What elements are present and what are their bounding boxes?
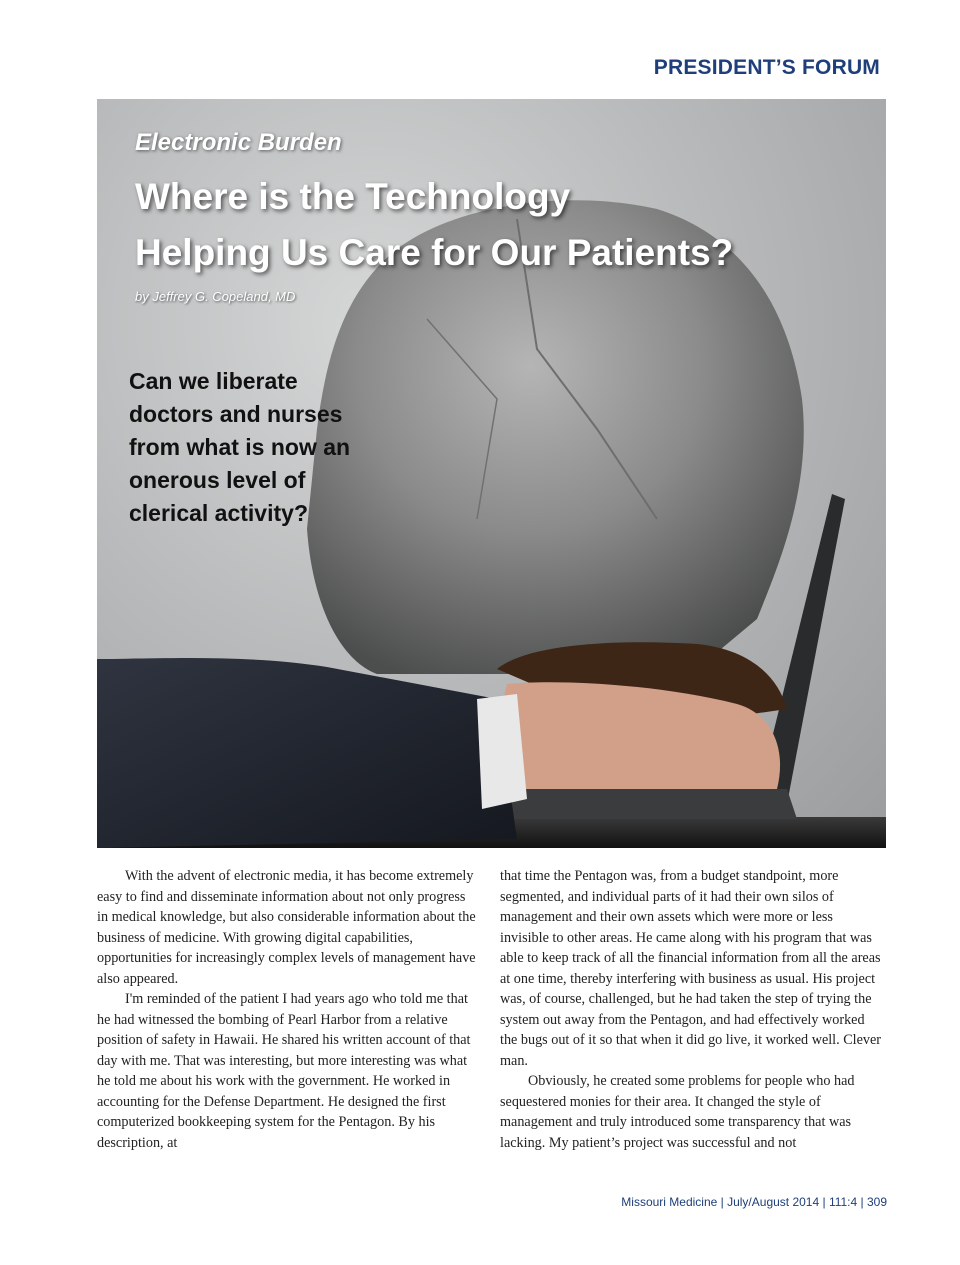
hero-image: [97, 99, 886, 848]
article-title: [135, 169, 835, 281]
paragraph: With the advent of electronic media, it has become extremely easy to find and disseminate information about not only progress in medical knowledge, but also considerable information about the business of medicine. With growing digital capabilities, opportunities for increasingly complex levels of management have also appeared.: [97, 868, 476, 987]
column-right: [500, 866, 882, 1153]
title-line: Helping Us Care for Our Patients?: [135, 232, 734, 273]
paragraph: that time the Pentagon was, from a budget standpoint, more segmented, and individual parts of it had their own silos of management and their own assets which were more or less invisible to other areas. He came along with his program that was able to keep track of all the financial information from all the areas at one time, thereby interfering with business as usual. His project was, of course, challenged, but he had taken the step of trying the system out away from the Pentagon, and had effectively worked the bugs out of it so that when it did go live, it worked well. Clever man.: [500, 868, 882, 1069]
paragraph: Obviously, he created some problems for people who had sequestered monies for their area. It changed the style of management and truly introduced some transparency that was lacking. My patient’s project was successful and not: [500, 1073, 855, 1151]
article-kicker: Electronic Burden: [135, 129, 342, 156]
title-line: Where is the Technology: [135, 176, 571, 217]
column-left: [97, 866, 479, 1153]
paragraph: I'm reminded of the patient I had years ago who told me that he had witnessed the bombing of Pearl Harbor from a relative position of safety in Hawaii. He shared his written account of that day with me. That was interesting, but more interesting was what he told me about his work with the government. He worked in accounting for the Defense Department. He designed the first computerized bookkeeping system for the Pentagon. By his description, at: [97, 991, 471, 1151]
section-header: PRESIDENT’S FORUM: [653, 56, 880, 79]
page-footer: Missouri Medicine | July/August 2014 | 111:4 | 309: [621, 1195, 887, 1209]
suit-shoulder: [97, 658, 517, 848]
pull-quote: Can we liberate doctors and nurses from what is now an onerous level of clerical activity?: [129, 368, 351, 526]
byline: by Jeffrey G. Copeland, MD: [135, 289, 296, 304]
